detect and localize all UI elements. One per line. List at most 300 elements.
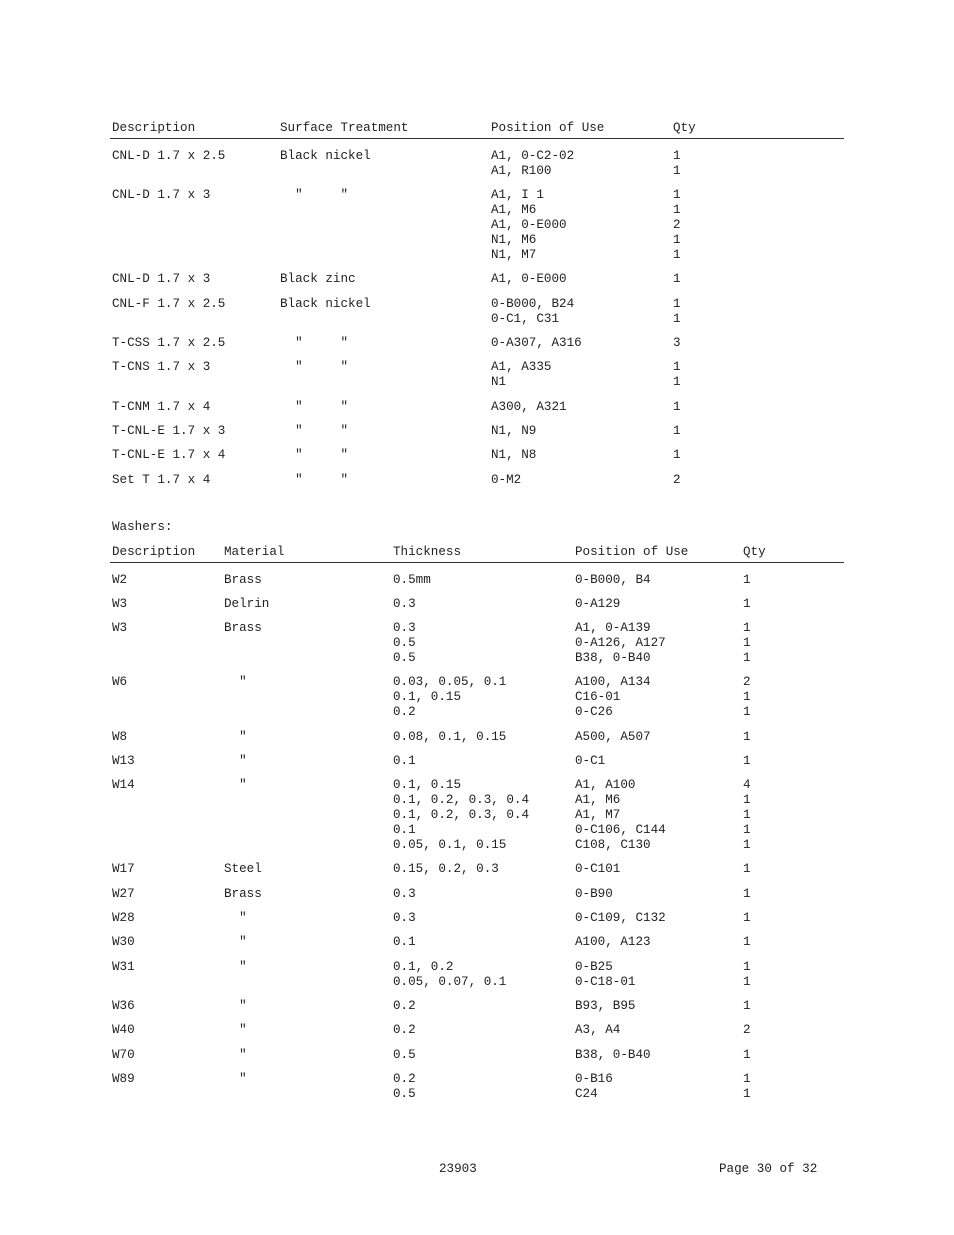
- cell-line: 1: [673, 248, 681, 262]
- cell-line: Brass: [224, 621, 262, 635]
- cell-material: [224, 911, 247, 926]
- cell-line: 0.1, 0.2, 0.3, 0.4: [393, 808, 530, 822]
- cell-line: 1: [743, 975, 751, 989]
- cell-line: 1: [673, 297, 681, 311]
- cell-line: ": [224, 754, 247, 768]
- table-row: [110, 448, 844, 463]
- table-row: [110, 424, 844, 439]
- cell-surface-treatment: [280, 473, 348, 488]
- cell-surface-treatment: [280, 448, 348, 463]
- cell-line: N1, N9: [491, 424, 537, 438]
- cell-line: 1: [743, 793, 751, 807]
- cell-thickness: [393, 935, 416, 950]
- cell-line: 1: [743, 690, 751, 704]
- cell-position-of-use: [491, 336, 582, 351]
- washers-table: [110, 545, 844, 1102]
- cell-material: [224, 1023, 247, 1038]
- cell-line: T-CNM 1.7 x 4: [112, 400, 211, 414]
- cell-line: 0-B16: [575, 1072, 613, 1086]
- cell-line: 1: [673, 272, 681, 286]
- cell-qty: [673, 272, 681, 287]
- cell-description: [112, 730, 127, 745]
- cell-qty: [743, 1048, 751, 1063]
- table-row: [110, 960, 844, 990]
- cell-qty: [743, 960, 751, 990]
- cell-line: 0-A126, A127: [575, 636, 666, 650]
- cell-position-of-use: [575, 778, 666, 853]
- cell-thickness: [393, 675, 506, 720]
- cell-line: N1: [491, 375, 507, 389]
- cell-line: T-CNL-E 1.7 x 4: [112, 448, 226, 462]
- cell-description: [112, 149, 225, 164]
- cell-line: " ": [280, 360, 349, 374]
- cell-line: 0.15, 0.2, 0.3: [393, 862, 499, 876]
- table-row: [110, 675, 844, 720]
- cell-position-of-use: [491, 297, 574, 327]
- cell-line: W14: [112, 778, 135, 792]
- table-row: [110, 862, 844, 877]
- cell-description: [112, 621, 127, 636]
- cell-qty: [743, 1023, 751, 1038]
- cell-line: 0.3: [393, 911, 416, 925]
- cell-line: W70: [112, 1048, 135, 1062]
- cell-material: [224, 935, 247, 950]
- cell-line: C16-01: [575, 690, 621, 704]
- cell-line: ": [224, 935, 247, 949]
- cell-line: A1, M7: [575, 808, 621, 822]
- cell-description: [112, 675, 127, 690]
- table-row: [110, 188, 844, 263]
- cell-line: 1: [743, 838, 751, 852]
- cell-position-of-use: [491, 272, 567, 287]
- cell-position-of-use: [575, 1072, 613, 1102]
- cell-thickness: [393, 911, 416, 926]
- cell-position-of-use: [575, 911, 666, 926]
- cell-position-of-use: [491, 424, 536, 439]
- cell-line: 1: [743, 911, 751, 925]
- cell-line: 0.3: [393, 621, 416, 635]
- table-row: [110, 1023, 844, 1038]
- cell-line: 0-C101: [575, 862, 621, 876]
- cell-line: 1: [673, 164, 681, 178]
- cell-line: A1, A335: [491, 360, 552, 374]
- cell-line: 0-M2: [491, 473, 522, 487]
- cell-line: A500, A507: [575, 730, 651, 744]
- cell-description: [112, 272, 210, 287]
- cell-line: A300, A321: [491, 400, 567, 414]
- table-row: [110, 297, 844, 327]
- cell-line: A1, 0-E000: [491, 218, 567, 232]
- cell-position-of-use: [575, 935, 651, 950]
- cell-line: 1: [743, 999, 751, 1013]
- cell-line: W89: [112, 1072, 135, 1086]
- cell-line: A1, 0-C2-02: [491, 149, 575, 163]
- table-row: [110, 473, 844, 488]
- cell-line: 0.5: [393, 1087, 416, 1101]
- cell-qty: [673, 400, 681, 415]
- cell-line: A1, R100: [491, 164, 552, 178]
- cell-line: 0.5: [393, 651, 416, 665]
- cell-position-of-use: [575, 862, 620, 877]
- cell-line: 4: [743, 778, 751, 792]
- cell-line: 1: [743, 651, 751, 665]
- cell-line: 0-C106, C144: [575, 823, 666, 837]
- cell-line: W28: [112, 911, 135, 925]
- cell-material: [224, 754, 247, 769]
- cell-material: [224, 730, 247, 745]
- cell-line: 1: [673, 203, 681, 217]
- cell-qty: [743, 935, 751, 950]
- column-header-position-of-use: Position of Use: [575, 545, 689, 559]
- cell-qty: [743, 597, 751, 612]
- cell-line: 0.3: [393, 887, 416, 901]
- table-row: [110, 272, 844, 287]
- cell-line: 1: [743, 887, 751, 901]
- cell-line: A100, A123: [575, 935, 651, 949]
- cell-description: [112, 297, 225, 312]
- cell-surface-treatment: [280, 424, 348, 439]
- column-header-material: Material: [224, 545, 285, 559]
- cell-qty: [743, 911, 751, 926]
- cell-line: 1: [743, 705, 751, 719]
- table-row: [110, 400, 844, 415]
- cell-position-of-use: [491, 400, 567, 415]
- cell-thickness: [393, 1023, 416, 1038]
- cell-line: C108, C130: [575, 838, 651, 852]
- table-row: [110, 730, 844, 745]
- cell-position-of-use: [575, 754, 605, 769]
- cell-line: W6: [112, 675, 128, 689]
- cell-description: [112, 999, 135, 1014]
- cell-line: 1: [743, 1048, 751, 1062]
- cell-line: 1: [743, 754, 751, 768]
- cell-line: " ": [280, 400, 349, 414]
- cell-surface-treatment: [280, 297, 371, 312]
- cell-material: [224, 999, 247, 1014]
- cell-line: 0-B25: [575, 960, 613, 974]
- cell-qty: [743, 999, 751, 1014]
- cell-line: 0.1: [393, 754, 416, 768]
- cell-position-of-use: [491, 360, 551, 390]
- cell-description: [112, 754, 135, 769]
- cell-position-of-use: [491, 448, 536, 463]
- table-row: [110, 597, 844, 612]
- cell-position-of-use: [575, 573, 651, 588]
- cell-line: B38, 0-B40: [575, 1048, 651, 1062]
- cell-line: ": [224, 999, 247, 1013]
- cell-line: B38, 0-B40: [575, 651, 651, 665]
- cell-thickness: [393, 862, 499, 877]
- cell-line: A1, M6: [491, 203, 537, 217]
- cell-material: [224, 960, 247, 975]
- cell-qty: [743, 1072, 751, 1102]
- cell-description: [112, 424, 225, 439]
- cell-qty: [743, 887, 751, 902]
- table-row: [110, 360, 844, 390]
- cell-material: [224, 887, 262, 902]
- screws-table: [110, 121, 844, 488]
- cell-surface-treatment: [280, 188, 348, 203]
- cell-qty: [743, 778, 751, 853]
- cell-material: [224, 1072, 247, 1087]
- cell-line: 0.2: [393, 1023, 416, 1037]
- cell-line: 1: [743, 730, 751, 744]
- cell-line: 1: [743, 621, 751, 635]
- cell-line: 1: [743, 935, 751, 949]
- cell-line: 1: [673, 360, 681, 374]
- cell-description: [112, 1048, 135, 1063]
- cell-surface-treatment: [280, 336, 348, 351]
- cell-description: [112, 960, 135, 975]
- cell-line: 1: [673, 188, 681, 202]
- cell-line: 1: [743, 823, 751, 837]
- table-row: [110, 778, 844, 853]
- cell-qty: [743, 573, 751, 588]
- cell-line: ": [224, 1048, 247, 1062]
- cell-position-of-use: [575, 1023, 620, 1038]
- cell-material: [224, 573, 262, 588]
- cell-line: Delrin: [224, 597, 270, 611]
- cell-line: T-CNL-E 1.7 x 3: [112, 424, 226, 438]
- cell-line: 1: [673, 233, 681, 247]
- cell-line: 1: [743, 1072, 751, 1086]
- table-row: [110, 621, 844, 666]
- cell-description: [112, 1023, 135, 1038]
- cell-line: W36: [112, 999, 135, 1013]
- cell-line: 0-C1, C31: [491, 312, 560, 326]
- cell-thickness: [393, 960, 506, 990]
- cell-thickness: [393, 730, 506, 745]
- cell-qty: [673, 188, 681, 263]
- cell-qty: [673, 360, 681, 390]
- cell-description: [112, 862, 135, 877]
- cell-thickness: [393, 1048, 416, 1063]
- washers-section-label: Washers:: [112, 520, 173, 534]
- cell-description: [112, 597, 127, 612]
- cell-line: 0.5: [393, 636, 416, 650]
- cell-position-of-use: [575, 621, 666, 666]
- cell-position-of-use: [575, 887, 613, 902]
- cell-description: [112, 935, 135, 950]
- cell-line: 0.1, 0.15: [393, 690, 462, 704]
- cell-description: [112, 188, 210, 203]
- cell-line: 1: [743, 862, 751, 876]
- cell-line: T-CNS 1.7 x 3: [112, 360, 211, 374]
- cell-line: A1, I 1: [491, 188, 544, 202]
- table-row: [110, 149, 844, 179]
- cell-thickness: [393, 887, 416, 902]
- cell-description: [112, 887, 135, 902]
- cell-line: 0.03, 0.05, 0.1: [393, 675, 507, 689]
- cell-line: 1: [673, 400, 681, 414]
- cell-surface-treatment: [280, 272, 356, 287]
- column-header-qty: Qty: [743, 545, 766, 559]
- table-row: [110, 887, 844, 902]
- cell-line: 0-C1: [575, 754, 606, 768]
- cell-line: 0.05, 0.1, 0.15: [393, 838, 507, 852]
- cell-description: [112, 448, 225, 463]
- cell-line: 0-A129: [575, 597, 621, 611]
- cell-material: [224, 621, 262, 636]
- cell-line: 0-B000, B4: [575, 573, 651, 587]
- cell-surface-treatment: [280, 360, 348, 375]
- cell-line: C24: [575, 1087, 598, 1101]
- cell-line: ": [224, 1023, 247, 1037]
- cell-line: " ": [280, 336, 349, 350]
- cell-line: W3: [112, 597, 128, 611]
- cell-line: 0.2: [393, 1072, 416, 1086]
- cell-line: 0.5: [393, 1048, 416, 1062]
- cell-line: 1: [673, 424, 681, 438]
- cell-qty: [673, 473, 681, 488]
- cell-line: W30: [112, 935, 135, 949]
- cell-line: A1, M6: [575, 793, 621, 807]
- cell-line: Black nickel: [280, 297, 371, 311]
- cell-line: Black nickel: [280, 149, 371, 163]
- cell-line: 0.08, 0.1, 0.15: [393, 730, 507, 744]
- cell-line: 1: [673, 448, 681, 462]
- cell-qty: [673, 297, 681, 327]
- cell-line: W40: [112, 1023, 135, 1037]
- table-row: [110, 999, 844, 1014]
- cell-position-of-use: [575, 999, 635, 1014]
- table-row: [110, 1072, 844, 1102]
- cell-qty: [743, 730, 751, 745]
- cell-line: 0.5mm: [393, 573, 431, 587]
- cell-description: [112, 573, 127, 588]
- cell-position-of-use: [575, 675, 651, 720]
- cell-line: 0-C109, C132: [575, 911, 666, 925]
- cell-thickness: [393, 621, 416, 666]
- cell-line: 0.1, 0.2, 0.3, 0.4: [393, 793, 530, 807]
- cell-qty: [673, 149, 681, 179]
- cell-material: [224, 675, 247, 690]
- column-header-qty: Qty: [673, 121, 696, 135]
- cell-material: [224, 1048, 247, 1063]
- cell-line: 1: [743, 573, 751, 587]
- cell-line: W3: [112, 621, 128, 635]
- cell-line: A3, A4: [575, 1023, 621, 1037]
- cell-surface-treatment: [280, 149, 371, 164]
- cell-line: W27: [112, 887, 135, 901]
- cell-line: 1: [743, 1087, 751, 1101]
- cell-position-of-use: [491, 473, 521, 488]
- cell-material: [224, 778, 247, 793]
- cell-line: " ": [280, 448, 349, 462]
- cell-line: N1, N8: [491, 448, 537, 462]
- cell-line: W8: [112, 730, 128, 744]
- cell-line: 2: [673, 218, 681, 232]
- cell-qty: [743, 621, 751, 666]
- cell-line: " ": [280, 473, 349, 487]
- cell-description: [112, 336, 225, 351]
- cell-line: Brass: [224, 573, 262, 587]
- cell-description: [112, 911, 135, 926]
- cell-line: B93, B95: [575, 999, 636, 1013]
- cell-line: Set T 1.7 x 4: [112, 473, 211, 487]
- cell-line: 0.05, 0.07, 0.1: [393, 975, 507, 989]
- cell-line: 0-A307, A316: [491, 336, 582, 350]
- cell-line: W2: [112, 573, 128, 587]
- cell-position-of-use: [575, 960, 635, 990]
- cell-line: Black zinc: [280, 272, 356, 286]
- cell-line: 2: [743, 675, 751, 689]
- cell-position-of-use: [575, 1048, 651, 1063]
- cell-line: W13: [112, 754, 135, 768]
- cell-line: CNL-F 1.7 x 2.5: [112, 297, 226, 311]
- cell-line: ": [224, 960, 247, 974]
- cell-line: CNL-D 1.7 x 2.5: [112, 149, 226, 163]
- cell-line: A1, 0-E000: [491, 272, 567, 286]
- cell-line: T-CSS 1.7 x 2.5: [112, 336, 226, 350]
- cell-line: 3: [673, 336, 681, 350]
- cell-qty: [743, 754, 751, 769]
- cell-line: A100, A134: [575, 675, 651, 689]
- cell-line: A1, 0-A139: [575, 621, 651, 635]
- cell-line: ": [224, 730, 247, 744]
- cell-qty: [673, 448, 681, 463]
- cell-line: ": [224, 675, 247, 689]
- cell-thickness: [393, 573, 431, 588]
- cell-line: 0-B90: [575, 887, 613, 901]
- footer-document-number: 23903: [439, 1162, 477, 1176]
- cell-line: 1: [743, 808, 751, 822]
- cell-line: 1: [743, 960, 751, 974]
- cell-line: 1: [743, 636, 751, 650]
- washers-header-row: [110, 545, 844, 563]
- table-row: [110, 911, 844, 926]
- cell-line: ": [224, 911, 247, 925]
- cell-qty: [743, 675, 751, 720]
- cell-line: 0-C18-01: [575, 975, 636, 989]
- cell-line: 0.1, 0.2: [393, 960, 454, 974]
- cell-thickness: [393, 754, 416, 769]
- cell-line: W17: [112, 862, 135, 876]
- cell-line: N1, M6: [491, 233, 537, 247]
- column-header-surface-treatment: Surface Treatment: [280, 121, 409, 135]
- table-row: [110, 573, 844, 588]
- cell-position-of-use: [491, 149, 574, 179]
- cell-description: [112, 360, 210, 375]
- cell-line: 0.2: [393, 705, 416, 719]
- cell-description: [112, 1072, 135, 1087]
- cell-description: [112, 473, 210, 488]
- cell-position-of-use: [575, 597, 620, 612]
- cell-line: CNL-D 1.7 x 3: [112, 188, 211, 202]
- cell-qty: [743, 862, 751, 877]
- cell-thickness: [393, 597, 416, 612]
- cell-material: [224, 862, 262, 877]
- cell-line: 0.1: [393, 823, 416, 837]
- cell-line: Brass: [224, 887, 262, 901]
- cell-line: 1: [673, 312, 681, 326]
- cell-line: 1: [673, 375, 681, 389]
- cell-line: 0.2: [393, 999, 416, 1013]
- cell-line: ": [224, 1072, 247, 1086]
- screws-header-row: [110, 121, 844, 139]
- cell-surface-treatment: [280, 400, 348, 415]
- column-header-description: Description: [112, 545, 196, 559]
- cell-thickness: [393, 999, 416, 1014]
- cell-line: " ": [280, 424, 349, 438]
- cell-line: A1, A100: [575, 778, 636, 792]
- cell-material: [224, 597, 269, 612]
- cell-line: " ": [280, 188, 349, 202]
- column-header-position-of-use: Position of Use: [491, 121, 605, 135]
- column-header-thickness: Thickness: [393, 545, 462, 559]
- cell-line: W31: [112, 960, 135, 974]
- cell-thickness: [393, 1072, 416, 1102]
